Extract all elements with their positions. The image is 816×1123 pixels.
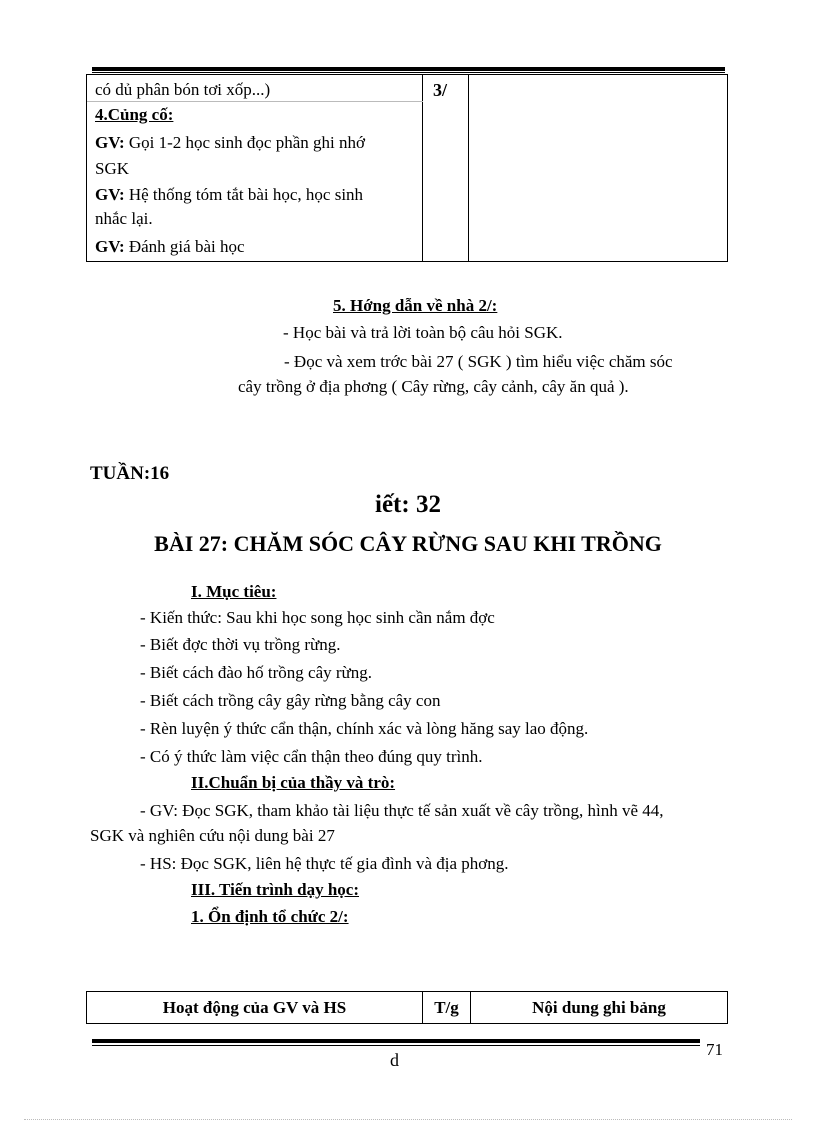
footer-rule [92,1039,700,1043]
homework-line: - Học bài và trả lời toàn bộ câu hỏi SGK. [283,323,563,342]
top-rule-thin [92,72,725,73]
page-number: 71 [706,1040,723,1059]
period-label: iết: 32 [375,491,441,518]
objective-item: - Có ý thức làm việc cẩn thận theo đúng quy trình. [140,747,483,766]
objective-item: - Rèn luyện ý thức cẩn thận, chính xác và lòng hăng say lao động. [140,719,589,738]
homework-line: cây trồng ở địa phơng ( Cây rừng, cây cảnh, cây ăn quả ). [238,377,629,396]
process-heading: III. Tiến trình dạy học: [191,880,359,899]
table-row: SGK [95,159,130,178]
objective-item: - Biết đợc thời vụ trồng rừng. [140,635,341,654]
step-heading: 1. Ổn định tổ chức 2/: [191,907,349,926]
column-header-activities: Hoạt động của GV và HS [87,992,423,1023]
top-rule [92,67,725,71]
table-row: GV: Đánh giá bài học [95,237,245,256]
activity-column [87,75,423,261]
preparation-item: SGK và nghiên cứu nội dung bài 27 [90,826,335,845]
objective-item: - Biết cách trồng cây gây rừng bằng cây con [140,691,441,710]
week-label: TUẦN:16 [90,463,170,484]
consolidation-heading: 4.Củng cố: [95,105,174,124]
column-header-content: Nội dung ghi bảng [532,997,666,1017]
footer-letter: d [390,1050,399,1070]
objective-item: - Biết cách đào hố trồng cây rừng. [140,663,373,682]
preparation-item: - GV: Đọc SGK, tham khảo tài liệu thực tế sản xuất về cây trồng, hình vẽ 44, [140,801,664,820]
time-column [423,75,469,261]
activity-table-header [86,991,728,1024]
table-row: có dủ phân bón tơi xốp...) [95,80,271,99]
time-value: 3/ [433,80,448,100]
page-edge-dotline [24,1119,792,1120]
activity-table-continued [86,74,728,262]
table-row: GV: Hệ thống tóm tắt bài học, học sinh [95,185,364,204]
column-header-time: T/g [423,992,471,1023]
table-row: nhắc lại. [95,209,153,228]
homework-line: - Đọc và xem trớc bài 27 ( SGK ) tìm hiểu việc chăm sóc [284,352,673,371]
objectives-heading: I. Mục tiêu: [191,582,277,601]
footer-rule-thin [92,1045,700,1046]
table-row: GV: Gọi 1-2 học sinh đọc phần ghi nhớ [95,133,365,152]
homework-heading: 5. Hớng dẫn về nhà 2/: [333,296,498,315]
objective-item: - Kiến thức: Sau khi học song học sinh cần nắm đợc [140,608,495,627]
row-divider [87,101,423,102]
preparation-heading: II.Chuẩn bị của thầy và trò: [191,773,396,792]
preparation-item: - HS: Đọc SGK, liên hệ thực tế gia đình và địa phơng. [140,854,509,873]
lesson-title: BÀI 27: CHĂM SÓC CÂY RỪNG SAU KHI TRỒNG [154,531,662,556]
